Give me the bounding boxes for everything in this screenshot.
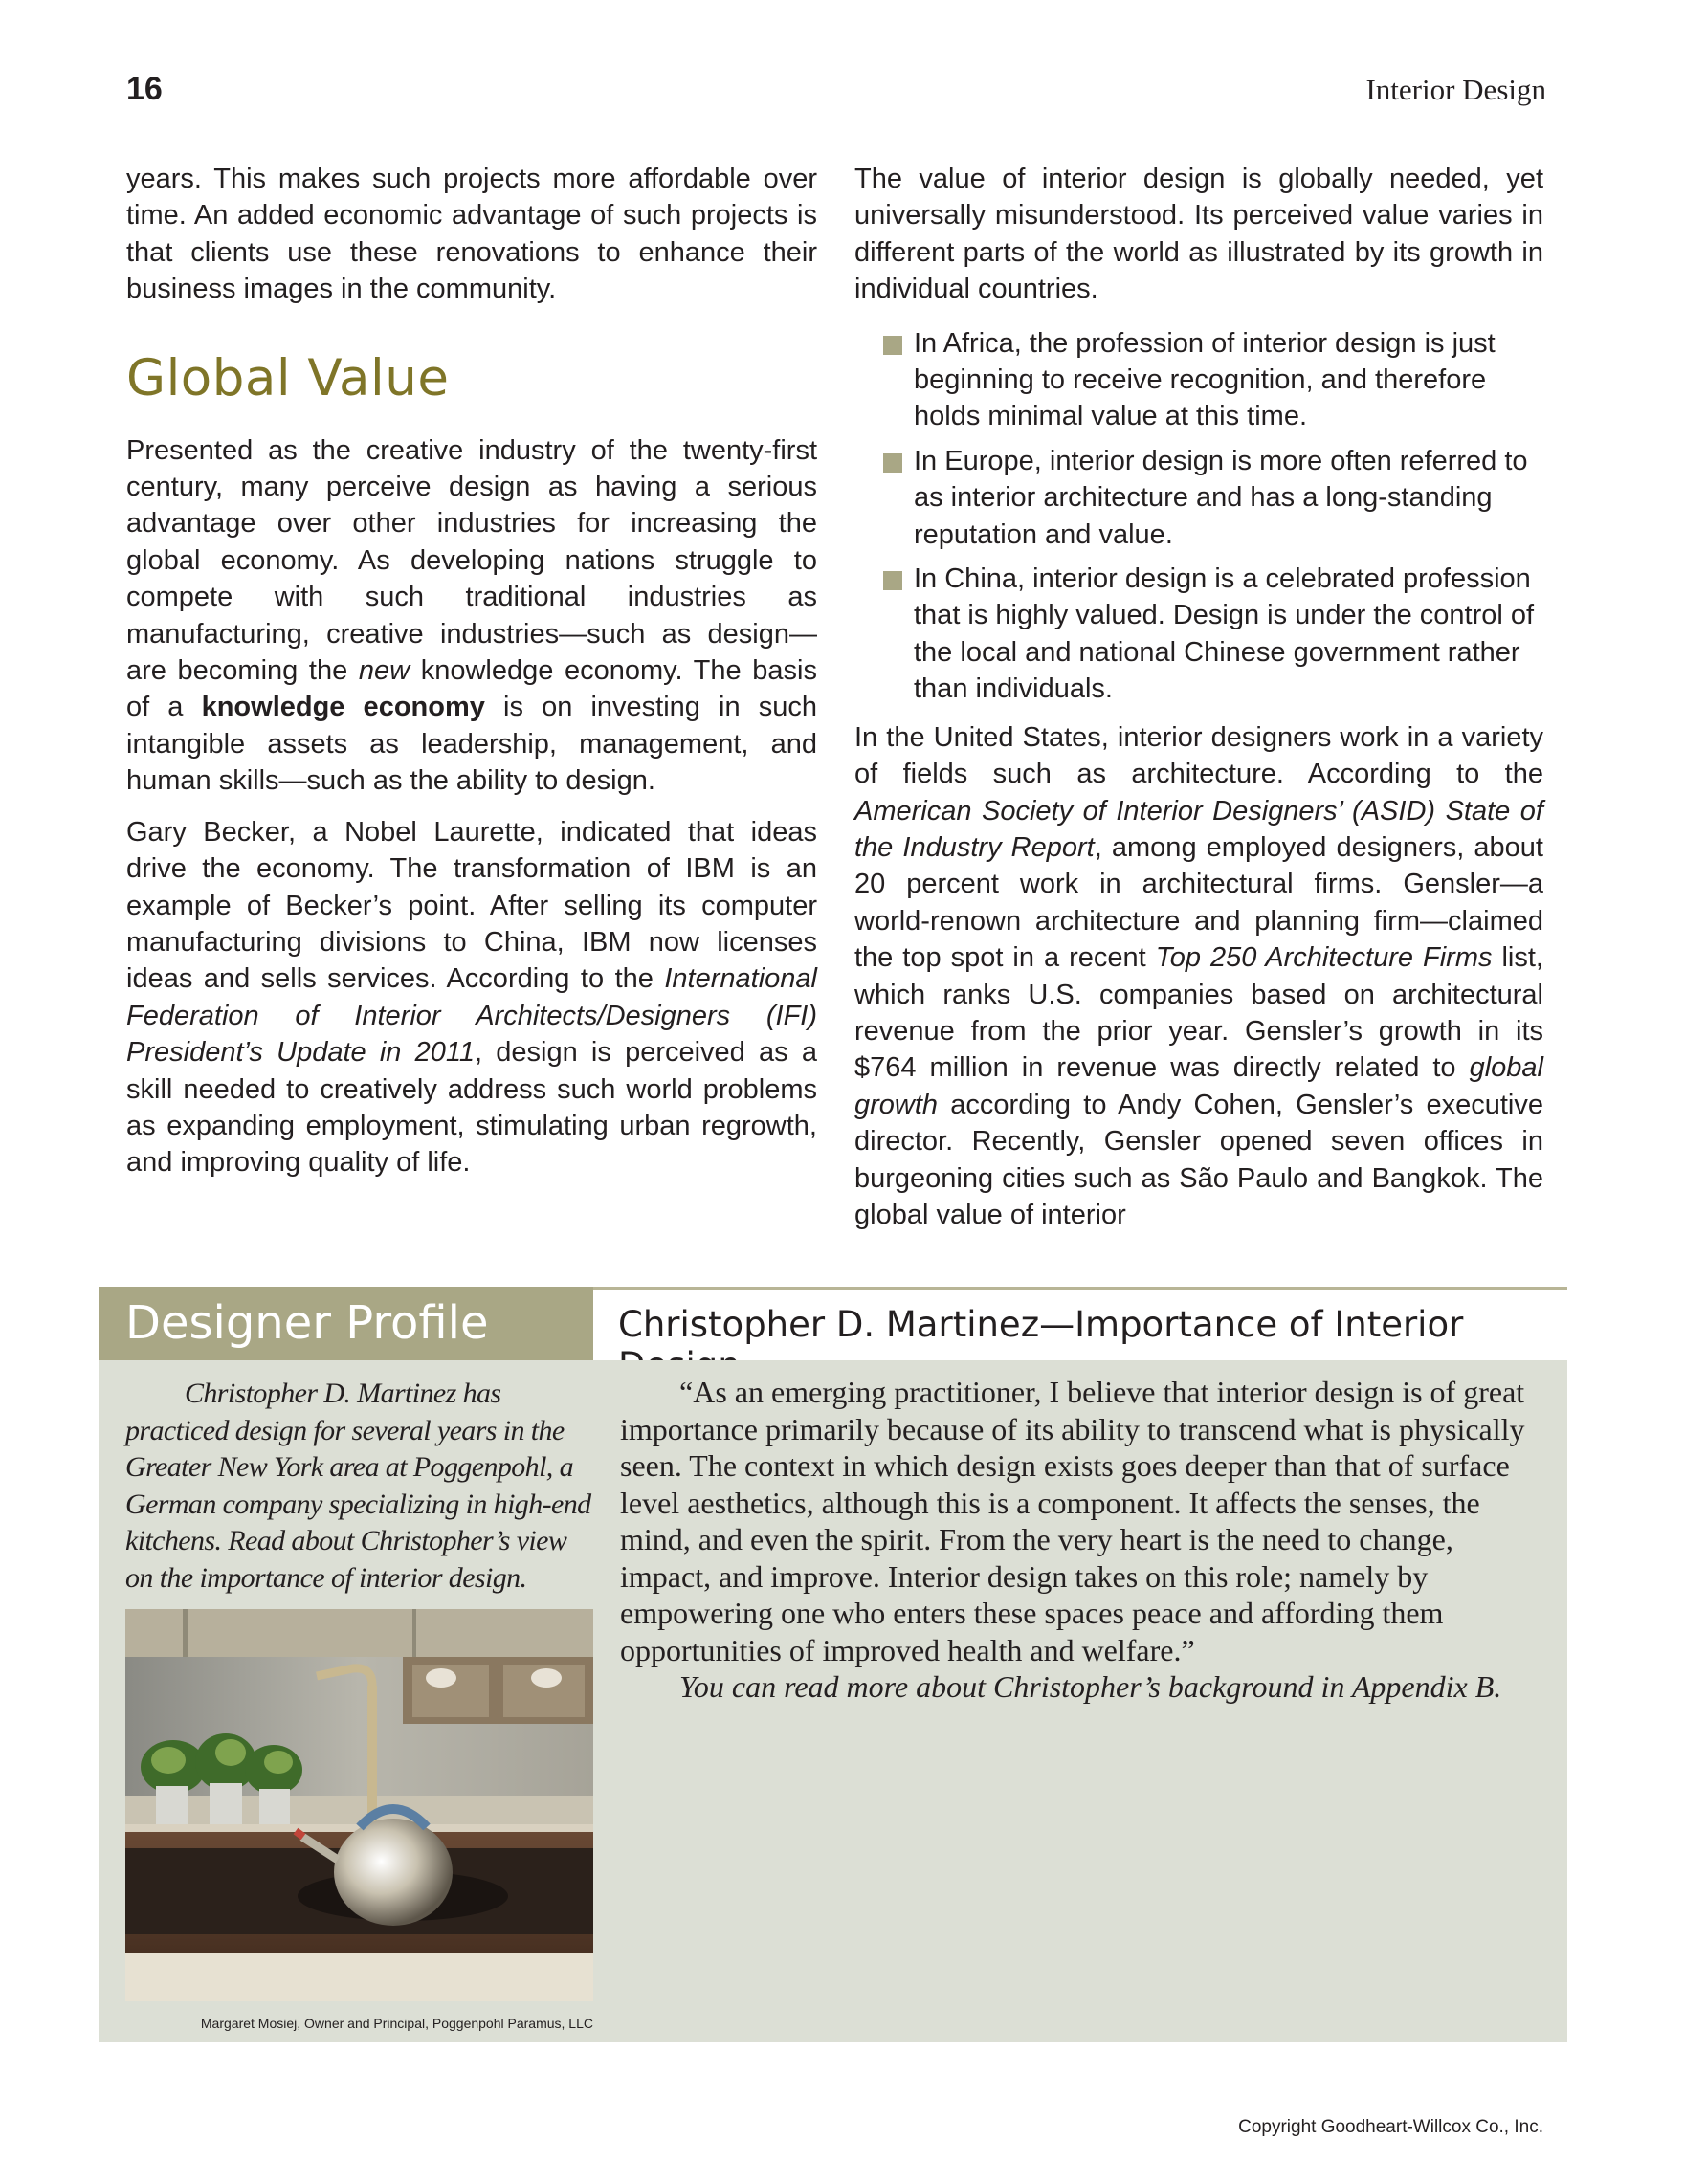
- designer-profile-box: [99, 1287, 1567, 2042]
- intro-paragraph: The value of interior design is globally needed, yet universally misunderstood. Its perceived value varies in different parts of the world as illustrated by its growth in individual countries.: [854, 164, 1543, 305]
- list-item: In China, interior design is a celebrated profession that is highly valued. Design is under the control of the local and national Chinese government rather than individuals.: [854, 561, 1543, 708]
- profile-intro: Christopher D. Martinez has practiced design for several years in the Greater New York area at Poggenpohl, a German company specializing in high-end kitchens. Read about Christopher’s view on the importance of interior design.: [125, 1378, 591, 1594]
- profile-quote: [620, 1374, 1546, 1706]
- body-paragraph: In the United States, interior designers work in a variety of fields such as architecture. According to the American Society of Interior Designers’ (ASID) State of the Industry Report, among employed designers, about 20 percent work in architectural firms. Gensler—a world-renown architecture and planning firm—claimed the top spot in a recent Top 250 Architecture Firms list, which ranks U.S. companies based on architectural revenue from the prior year. Gensler’s growth in its $764 million in revenue was directly related to global growth according to Andy Cohen, Gensler’s executive director. Recently, Gensler opened seven offices in burgeoning cities such as São Paulo and Bangkok. The global value of interior: [854, 721, 1543, 1230]
- running-head: Interior Design: [1365, 73, 1546, 106]
- page-number: 16: [126, 71, 163, 107]
- list-item: In Africa, the profession of interior design is just beginning to receive recognition, and therefore holds minimal value at this time.: [854, 325, 1543, 435]
- body-paragraph: Presented as the creative industry of the twenty-first century, many perceive design as having a serious advantage over other industries for increasing the global economy. As developing nations struggle to compete with such traditional industries as manufacturing, creative industries—such as design—are becoming the new knowledge economy. The basis of a knowledge economy is on investing in such intangible assets as leadership, management, and human skills—such as the ability to design.: [126, 434, 817, 797]
- divider: [593, 1287, 1567, 1290]
- body-paragraph: Gary Becker, a Nobel Laurette, indicated that ideas drive the economy. The transformation of IBM is an example of Becker’s point. After selling its computer manufacturing divisions to China, IBM now licenses ideas and sells services. According to the International Federation of Interior Architects/Designers (IFI) President’s Update in 2011, design is perceived as a skill needed to creatively address such world problems as expanding employment, stimulating urban regrowth, and improving quality of life.: [126, 816, 817, 1179]
- intro-paragraph: years. This makes such projects more affordable over time. An added economic advantage of such projects is that clients use these renovations to enhance their business images in the community.: [126, 164, 817, 305]
- left-column: [126, 161, 817, 1196]
- copyright: Copyright Goodheart-Willcox Co., Inc.: [1238, 2117, 1543, 2137]
- list-item: In Europe, interior design is more often referred to as interior architecture and has a long-standing reputation and value.: [854, 443, 1543, 553]
- section-heading: Global Value: [126, 348, 450, 408]
- kitchen-photo: [125, 1609, 593, 2001]
- profile-quote-panel: [593, 1360, 1567, 2042]
- profile-label: Designer Profile: [99, 1287, 593, 1360]
- square-bullet-icon: [883, 336, 902, 355]
- appendix-note: You can read more about Christopher’s background in Appendix B.: [679, 1669, 1502, 1704]
- key-term: knowledge economy: [201, 692, 485, 723]
- bullet-list: [854, 325, 1543, 708]
- right-column: [854, 161, 1543, 1247]
- profile-title: Christopher D. Martinez—Importance of Interior: [618, 1304, 1464, 1345]
- quote-text: “As an emerging practitioner, I believe that interior design is of great importance primarily because of its ability to transcend what is physically seen. The context in which design exists goes deeper than that of surface level aesthetics, although this is a component. It affects the senses, the mind, and even the spirit. From the very heart is the need to change, impact, and improve. Interior design takes on this role; namely by empowering one who enters these spaces peace and affording them opportunities of improved health and welfare.”: [620, 1375, 1525, 1667]
- profile-sidebar: [99, 1360, 593, 2042]
- square-bullet-icon: [883, 571, 902, 590]
- photo-credit: Margaret Mosiej, Owner and Principal, Poggenpohl Paramus, LLC: [200, 2016, 593, 2031]
- square-bullet-icon: [883, 453, 902, 473]
